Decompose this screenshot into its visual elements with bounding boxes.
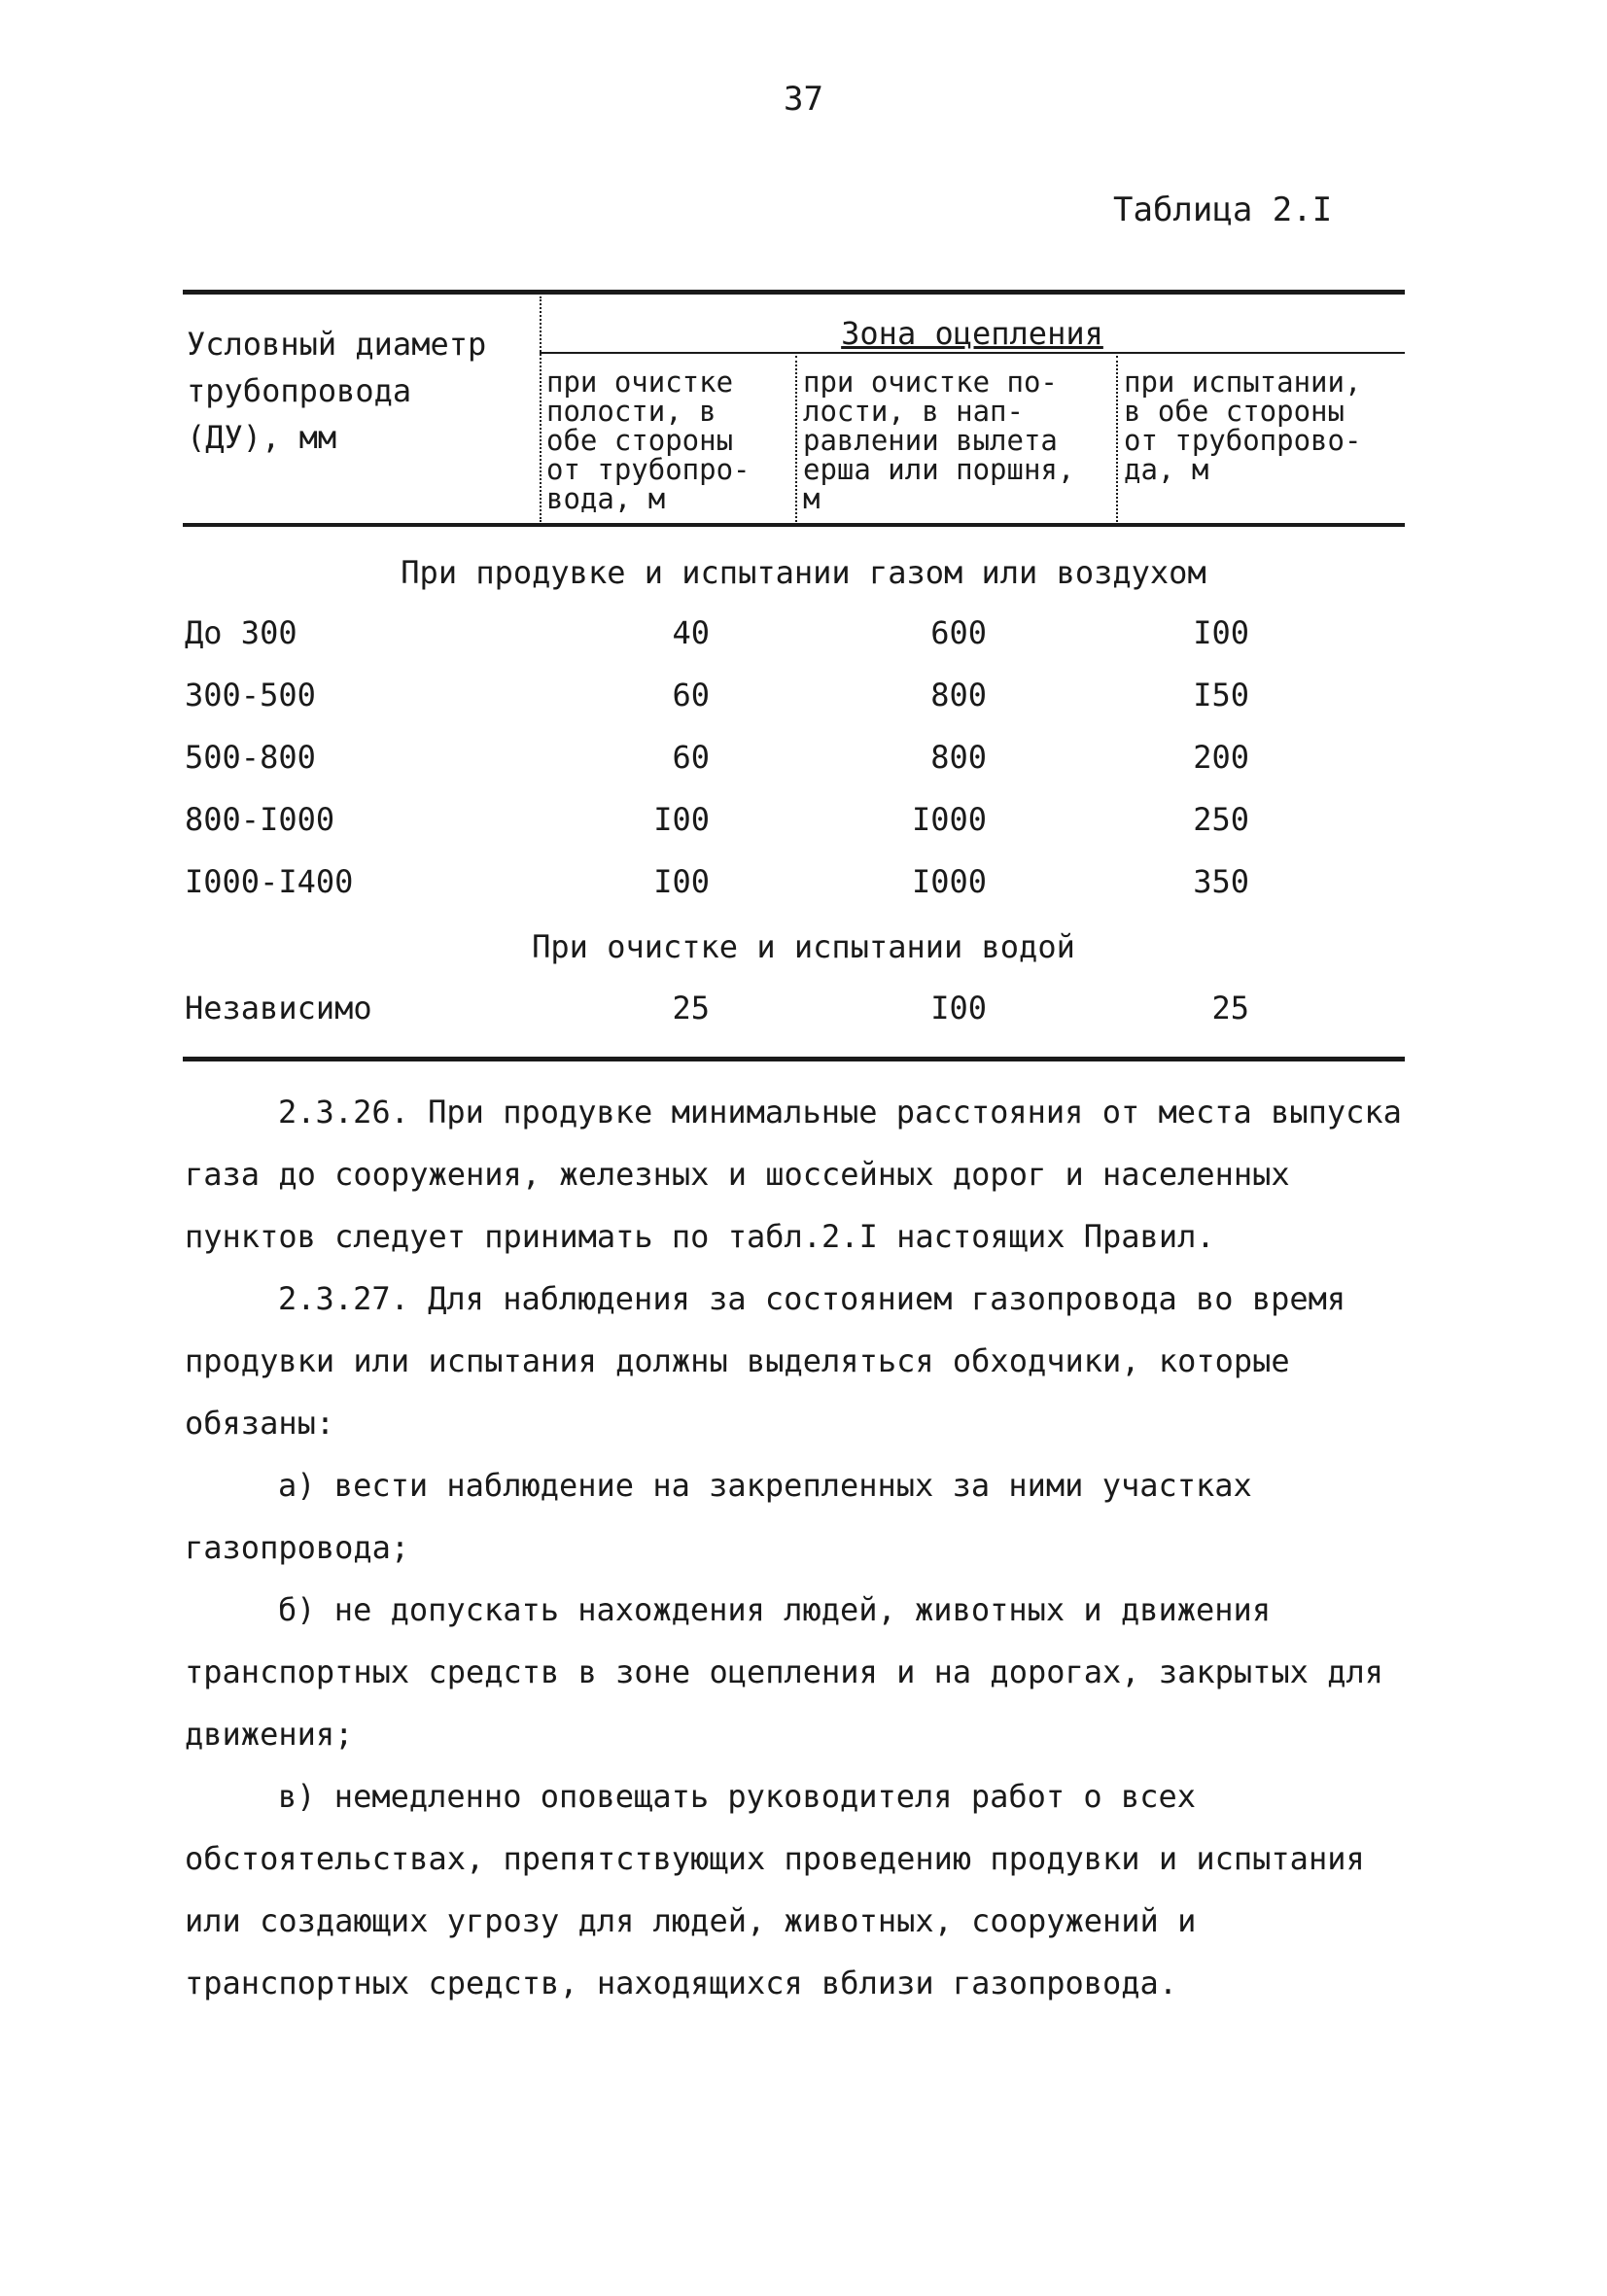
row-diameter: До 300 (185, 614, 297, 651)
row-value: I00 (1193, 614, 1249, 651)
zone-header: Зона оцепления (841, 315, 1103, 352)
list-item-a: а) вести наблюдение на закрепленных за ними участках газопровода; (185, 1467, 1252, 1566)
row-value: 60 (672, 739, 710, 776)
row-diameter: Независимо (185, 990, 372, 1026)
row-diameter: 800-I000 (185, 801, 335, 838)
list-item-v: в) немедленно оповещать руководителя работ о всех обстоятельствах, препятствующих проведению продувки и испытания или создающих угрозу для людей, животных, сооружений и транспортных средств, находящихся вблизи газопровода. (185, 1778, 1365, 2001)
row-value: 800 (930, 739, 987, 776)
table-header-rule (183, 523, 1405, 527)
row-value: I50 (1193, 677, 1249, 713)
row-diameter: 500-800 (185, 739, 316, 776)
row-value: 25 (672, 990, 710, 1026)
row-diameter: 300-500 (185, 677, 316, 713)
row-value: 600 (930, 614, 987, 651)
row-value: I00 (653, 863, 710, 900)
section-gas-heading: При продувке и испытании газом или воздухом (401, 554, 1206, 591)
column-divider (1116, 356, 1118, 522)
table-caption: Таблица 2.I (1113, 191, 1333, 229)
list-item-b: б) не допускать нахождения людей, животных и движения транспортных средств в зоне оцепления и на дорогах, закрытых для движения; (185, 1591, 1383, 1753)
subheader-testing-both-sides: при испытании, в обе стороны от трубопрово- да, м (1124, 365, 1362, 486)
subheader-cleaning-direction: при очистке по- лости, в нап- равлении вылета ерша или поршня, м (803, 365, 1075, 515)
row-value: 25 (1211, 990, 1249, 1026)
row-value: I000 (911, 801, 987, 838)
row-value: 800 (930, 677, 987, 713)
paragraph-2-3-27: 2.3.27. Для наблюдения за состоянием газопровода во время продувки или испытания должны выделяться обходчики, которые обязаны: (185, 1280, 1346, 1442)
row-diameter: I000-I400 (185, 863, 354, 900)
diameter-column-header: Условный диаметр трубопровода (ДУ), мм (187, 326, 487, 456)
section-water-heading: При очистке и испытании водой (532, 928, 1075, 965)
row-value: I00 (653, 801, 710, 838)
row-value: 200 (1193, 739, 1249, 776)
row-value: I00 (930, 990, 987, 1026)
row-value: 250 (1193, 801, 1249, 838)
row-value: 350 (1193, 863, 1249, 900)
paragraph-2-3-26: 2.3.26. При продувке минимальные расстояния от места выпуска газа до сооружения, железных и шоссейных дорог и населенных пунктов следует принимать по табл.2.I настоящих Правил. (185, 1094, 1402, 1255)
table-top-rule (183, 290, 1405, 295)
zone-header-rule (540, 352, 1405, 354)
row-value: 40 (672, 614, 710, 651)
column-divider (795, 356, 797, 522)
subheader-cleaning-both-sides: при очистке полости, в обе стороны от трубопро- вода, м (546, 365, 751, 515)
page-number: 37 (784, 80, 823, 119)
table-bottom-rule (183, 1057, 1405, 1061)
row-value: I000 (911, 863, 987, 900)
row-value: 60 (672, 677, 710, 713)
